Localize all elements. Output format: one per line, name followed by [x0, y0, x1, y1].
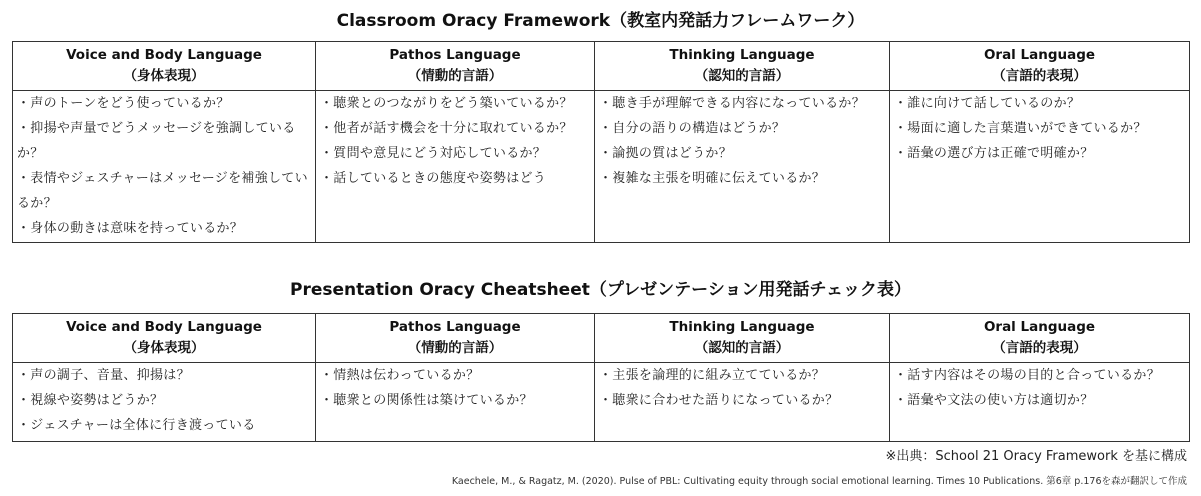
- list-item: ・他者が話す機会を十分に取れているか？: [320, 121, 573, 136]
- column-name: Pathos Language: [389, 47, 521, 63]
- list-item: ・質問や意見にどう対応しているか？: [320, 146, 547, 161]
- list-item: ・聴き手が理解できる内容になっているか？: [599, 96, 866, 111]
- cheatsheet-cell-voice: [13, 363, 316, 442]
- column-name: Voice and Body Language: [66, 47, 262, 63]
- cheatsheet-header-row: [13, 314, 1190, 363]
- column-name: Thinking Language: [669, 319, 815, 335]
- list-item: ・声のトーンをどう使っているか？: [17, 96, 230, 111]
- list-item: ・聴衆に合わせた語りになっているか？: [599, 393, 839, 408]
- list-item: ・話す内容はその場の目的と合っているか？: [894, 368, 1161, 383]
- framework-title: Classroom Oracy Framework（教室内発話力フレームワーク）: [336, 11, 865, 31]
- list-item: ・論拠の質はどうか？: [599, 146, 733, 161]
- column-name: Oral Language: [983, 47, 1096, 63]
- source-note: ※出典：School 21 Oracy Framework を基に構成: [885, 449, 1187, 464]
- list-item: ・身体の動きは意味を持っているか？: [17, 221, 244, 236]
- column-name: Voice and Body Language: [66, 319, 262, 335]
- list-item: ・語彙の選び方は正確で明確か？: [894, 146, 1094, 161]
- cheatsheet-title: Presentation Oracy Cheatsheet（プレゼンテーション用発話チェック表）: [289, 280, 911, 300]
- list-item: ・ジェスチャーは全体に行き渡っている: [17, 418, 256, 433]
- column-subtitle: （認知的言語）: [694, 340, 790, 356]
- framework-col-oral-header: [890, 42, 1190, 91]
- list-item: ・語彙や文法の使い方は適切か？: [894, 393, 1094, 408]
- citation: Kaechele, M., & Ragatz, M. (2020). Pulse of PBL: Cultivating equity through social emotional learning. Times 10 Publications. 第6章 p.176を森が翻訳して作成: [451, 476, 1187, 487]
- framework-cell-oral: [890, 91, 1190, 243]
- list-item: ・聴衆との関係性は築けているか？: [320, 393, 533, 408]
- list-item: ・声の調子、音量、抑揚は？: [17, 368, 190, 383]
- list-item: ・抑揚や声量でどうメッセージを強調しているか？: [17, 121, 296, 161]
- list-item: ・聴衆とのつながりをどう築いているか？: [320, 96, 573, 111]
- cheatsheet-cell-oral: [890, 363, 1190, 442]
- column-subtitle: （言語的表現）: [992, 68, 1087, 84]
- cheatsheet-col-oral-header: [890, 314, 1190, 363]
- column-name: Oral Language: [983, 319, 1096, 335]
- list-item: ・視線や姿勢はどうか？: [17, 393, 164, 408]
- list-item: ・誰に向けて話しているのか？: [894, 96, 1081, 111]
- framework-cell-pathos: [316, 91, 595, 243]
- cheatsheet-col-pathos-header: [316, 314, 595, 363]
- column-subtitle: （認知的言語）: [694, 68, 790, 84]
- framework-cell-thinking: [595, 91, 890, 243]
- cheatsheet-table: [12, 313, 1190, 442]
- column-subtitle: （言語的表現）: [992, 340, 1087, 356]
- list-item: ・主張を論理的に組み立てているか？: [599, 368, 826, 383]
- framework-body-row: [13, 91, 1190, 243]
- column-subtitle: （情動的言語）: [407, 340, 503, 356]
- framework-header-row: [13, 42, 1190, 91]
- column-subtitle: （身体表現）: [123, 340, 205, 356]
- cheatsheet-col-thinking-header: [595, 314, 890, 363]
- framework-col-thinking-header: [595, 42, 890, 91]
- list-item: ・表情やジェスチャーはメッセージを補強しているか？: [17, 171, 308, 211]
- framework-table: [12, 41, 1190, 243]
- framework-cell-voice: [13, 91, 316, 243]
- list-item: ・自分の語りの構造はどうか？: [599, 121, 786, 136]
- column-subtitle: （身体表現）: [123, 68, 205, 84]
- list-item: ・話しているときの態度や姿勢はどう: [320, 171, 547, 186]
- framework-col-voice-header: [13, 42, 316, 91]
- list-item: ・情熱は伝わっているか？: [320, 368, 480, 383]
- cheatsheet-col-voice-header: [13, 314, 316, 363]
- column-subtitle: （情動的言語）: [407, 68, 503, 84]
- cheatsheet-cell-pathos: [316, 363, 595, 442]
- column-name: Thinking Language: [669, 47, 815, 63]
- cheatsheet-body-row: [13, 363, 1190, 442]
- list-item: ・場面に適した言葉遣いができているか？: [894, 121, 1147, 136]
- framework-col-pathos-header: [316, 42, 595, 91]
- list-item: ・複雑な主張を明確に伝えているか？: [599, 171, 826, 186]
- column-name: Pathos Language: [389, 319, 521, 335]
- cheatsheet-cell-thinking: [595, 363, 890, 442]
